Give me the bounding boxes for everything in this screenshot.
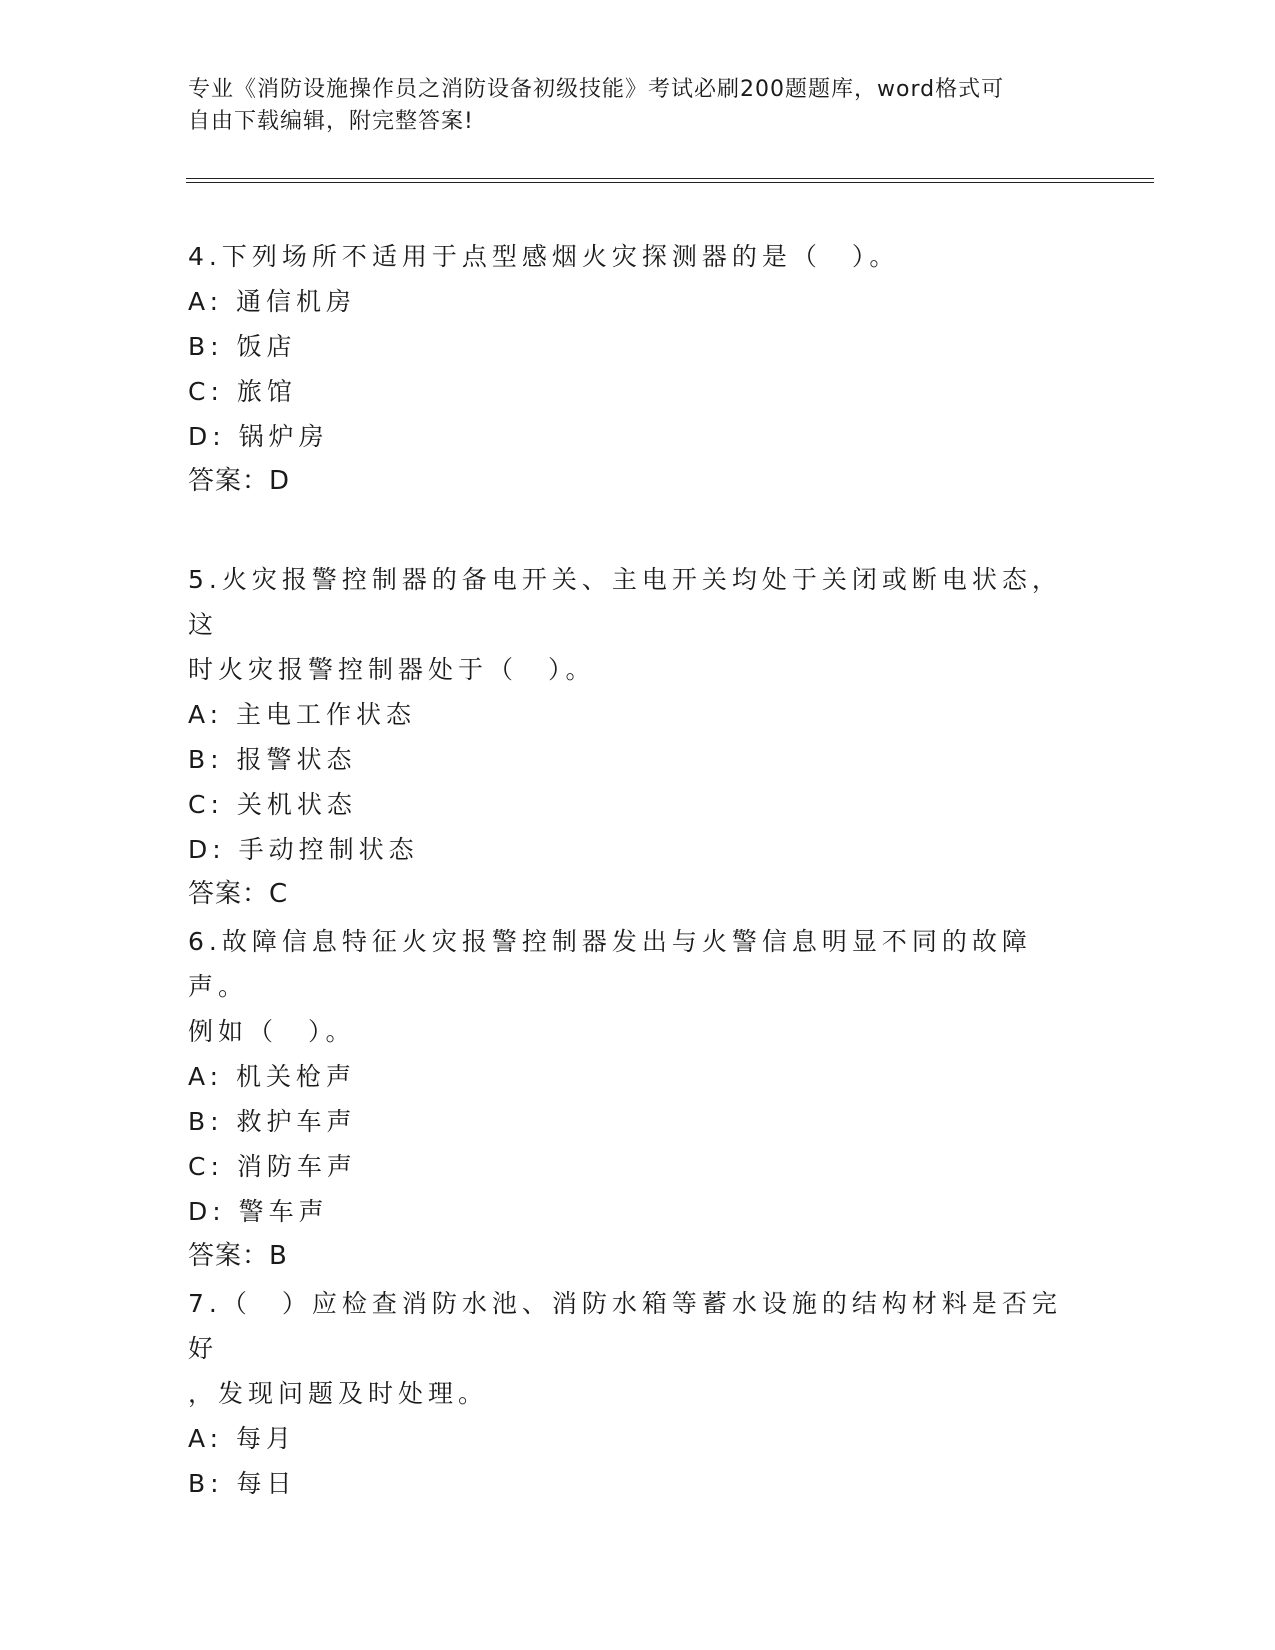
option-b: B: 饭店 [188,332,297,361]
question-6 [188,919,1068,1279]
header-divider-top [186,178,1154,179]
document-header [188,74,1068,138]
option-b: B: 报警状态 [188,745,357,774]
option-b: B: 每日 [188,1469,297,1498]
option-b: B: 救护车声 [188,1107,357,1136]
answer: 答案：D [188,466,291,496]
answer: 答案：C [188,879,289,909]
option-a: A: 机关枪声 [188,1062,357,1091]
option-d: D: 锅炉房 [188,422,329,451]
question-stem-line-1: 6.故障信息特征火灾报警控制器发出与火警信息明显不同的故障声。 [188,927,1032,1001]
question-7 [188,1281,1068,1506]
option-c: C: 旅馆 [188,377,297,406]
question-4 [188,234,1068,504]
answer: 答案：B [188,1241,288,1271]
question-stem-line-2: 时火灾报警控制器处于（ ）。 [188,655,596,684]
option-c: C: 消防车声 [188,1152,357,1181]
question-stem-line-2: 例如（ ）。 [188,1017,356,1046]
question-5 [188,557,1068,917]
option-d: D: 警车声 [188,1197,329,1226]
header-divider-bottom [186,182,1154,183]
option-a: A: 主电工作状态 [188,700,417,729]
question-stem-line-2: ，发现问题及时处理。 [188,1379,489,1408]
option-a: A: 通信机房 [188,287,357,316]
header-line-1: 专业《消防设施操作员之消防设备初级技能》考试必刷200题题库，word格式可 [188,77,1005,102]
option-a: A: 每月 [188,1424,297,1453]
question-stem: 4.下列场所不适用于点型感烟火灾探测器的是（ ）。 [188,242,900,271]
option-c: C: 关机状态 [188,790,357,819]
header-line-2: 自由下载编辑，附完整答案! [188,109,474,134]
option-d: D: 手动控制状态 [188,835,419,864]
question-stem-line-1: 5.火灾报警控制器的备电开关、主电开关均处于关闭或断电状态，这 [188,565,1062,639]
question-stem-line-1: 7.（ ）应检查消防水池、消防水箱等蓄水设施的结构材料是否完好 [188,1289,1062,1363]
